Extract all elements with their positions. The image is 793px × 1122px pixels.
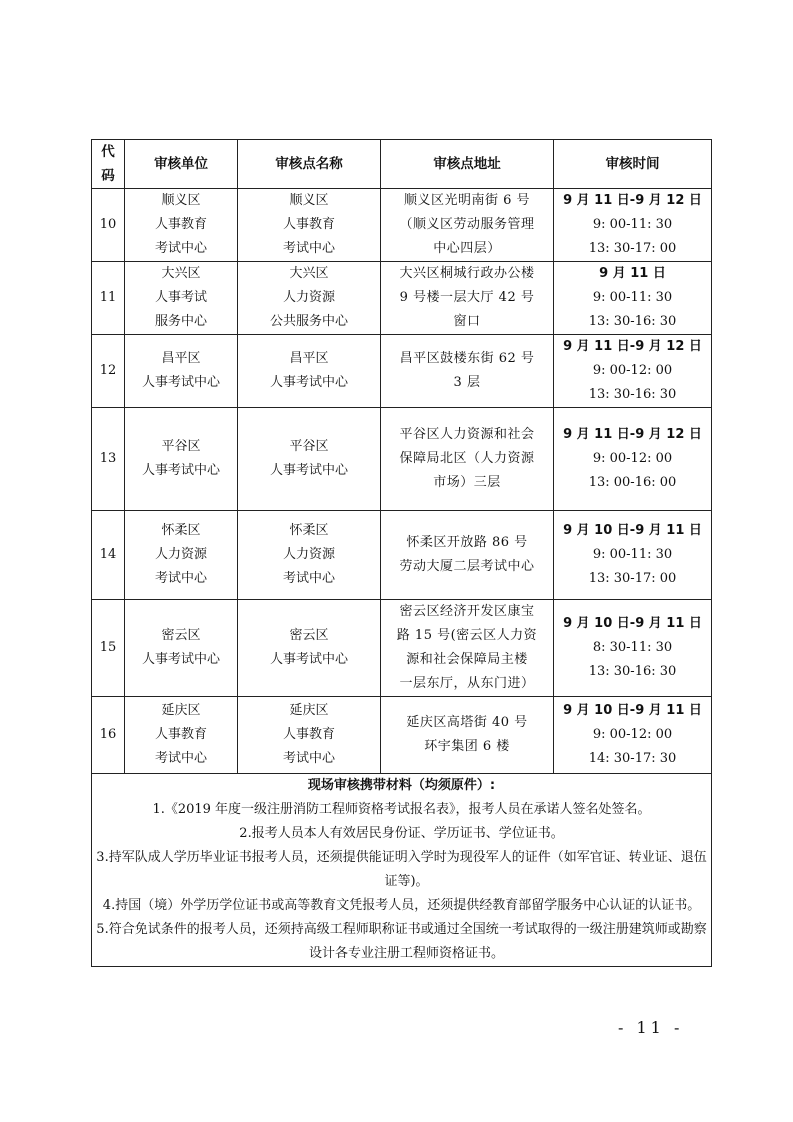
address-cell (381, 189, 554, 262)
address-cell-line: 3 层 (453, 375, 481, 390)
header-address: 审核点地址 (381, 140, 554, 189)
unit-cell-line: 怀柔区 (161, 523, 201, 538)
header-time: 审核时间 (554, 140, 712, 189)
site-name-cell-line: 人力资源 (282, 547, 335, 562)
unit-cell-line: 人事教育 (154, 217, 207, 232)
address-cell-line: 平谷区人力资源和社会 (399, 427, 535, 442)
address-cell-line: 延庆区高塔街 40 号 (406, 715, 528, 730)
site-name-cell (238, 262, 381, 335)
unit-cell-line: 密云区 (161, 628, 201, 643)
note-item: 5.符合免试条件的报考人员，还须持高级工程师职称证书或通过全国统一考试取得的一级注册建筑师或勘察设计各专业注册工程师资格证书。 (96, 922, 707, 961)
time-cell-line: 8: 30-11: 30 (592, 640, 673, 655)
address-cell (381, 697, 554, 774)
time-cell (554, 335, 712, 408)
unit-cell-line: 考试中心 (154, 241, 207, 256)
page-number: - 11 - (618, 1018, 684, 1037)
unit-cell-line: 人事考试中心 (141, 375, 220, 390)
site-name-cell-line: 昌平区 (289, 351, 329, 366)
site-name-cell-line: 考试中心 (282, 241, 335, 256)
address-cell (381, 511, 554, 600)
site-name-cell-line: 延庆区 (289, 703, 329, 718)
site-name-cell (238, 408, 381, 511)
code-cell: 12 (92, 335, 125, 408)
unit-cell-line: 大兴区 (161, 266, 201, 281)
unit-cell-line: 人事考试中心 (141, 463, 220, 478)
code-cell: 10 (92, 189, 125, 262)
unit-cell (125, 262, 238, 335)
notes-row (92, 774, 712, 967)
code-cell: 15 (92, 600, 125, 697)
site-name-cell-line: 人事考试中心 (269, 652, 348, 667)
site-name-cell-line: 密云区 (289, 628, 329, 643)
site-name-cell-line: 大兴区 (289, 266, 329, 281)
unit-cell-line: 顺义区 (161, 193, 201, 208)
notes-title: 现场审核携带材料（均须原件）: (307, 778, 496, 793)
address-cell-line: 一层东厅，从东门进） (399, 676, 535, 691)
time-cell-line: 13: 30-17: 00 (588, 241, 677, 256)
address-cell-line: 昌平区鼓楼东街 62 号 (399, 351, 535, 366)
address-cell-line: 环宇集团 6 楼 (424, 739, 510, 754)
unit-cell-line: 人力资源 (154, 547, 207, 562)
header-site-name: 审核点名称 (238, 140, 381, 189)
time-cell-line: 9 月 10 日-9 月 11 日 (563, 523, 702, 538)
unit-cell-line: 昌平区 (161, 351, 201, 366)
time-cell (554, 408, 712, 511)
note-item: 1.《2019 年度一级注册消防工程师资格考试报名表》，报考人员在承诺人签名处签名。 (152, 802, 651, 817)
address-cell-line: 密云区经济开发区康宝 (399, 604, 535, 619)
time-cell (554, 189, 712, 262)
address-cell-line: （顺义区劳动服务管理 (399, 217, 535, 232)
address-cell-line: 9 号楼一层大厅 42 号 (399, 290, 535, 305)
time-cell-line: 9 月 11 日 (599, 266, 666, 281)
note-item: 2.报考人员本人有效居民身份证、学历证书、学位证书。 (239, 826, 564, 841)
address-cell (381, 335, 554, 408)
code-cell: 16 (92, 697, 125, 774)
site-name-cell-line: 人事教育 (282, 727, 335, 742)
address-cell-line: 路 15 号(密云区人力资 (396, 628, 538, 643)
table-row (92, 189, 712, 262)
site-name-cell (238, 511, 381, 600)
site-name-cell (238, 697, 381, 774)
unit-cell-line: 考试中心 (154, 571, 207, 586)
address-cell (381, 600, 554, 697)
time-cell-line: 9 月 11 日-9 月 12 日 (563, 427, 702, 442)
site-name-cell-line: 考试中心 (282, 751, 335, 766)
code-cell: 11 (92, 262, 125, 335)
unit-cell-line: 人事教育 (154, 727, 207, 742)
table-row (92, 600, 712, 697)
address-cell-line: 大兴区桐城行政办公楼 (399, 266, 535, 281)
review-sites-table (91, 139, 712, 967)
address-cell-line: 劳动大厦二层考试中心 (399, 559, 535, 574)
notes-cell (92, 774, 712, 967)
address-cell-line: 源和社会保障局主楼 (406, 652, 528, 667)
code-cell: 14 (92, 511, 125, 600)
time-cell-line: 9 月 11 日-9 月 12 日 (563, 339, 702, 354)
address-cell (381, 408, 554, 511)
time-cell-line: 13: 30-16: 30 (588, 664, 677, 679)
time-cell (554, 262, 712, 335)
site-name-cell-line: 平谷区 (289, 439, 329, 454)
time-cell-line: 13: 30-17: 00 (588, 571, 677, 586)
time-cell-line: 9: 00-12: 00 (592, 727, 673, 742)
address-cell-line: 保障局北区（人力资源 (399, 451, 535, 466)
site-name-cell (238, 335, 381, 408)
time-cell-line: 14: 30-17: 30 (588, 751, 677, 766)
header-code: 代 码 (92, 140, 125, 189)
site-name-cell-line: 人事考试中心 (269, 375, 348, 390)
unit-cell (125, 697, 238, 774)
site-name-cell-line: 人事考试中心 (269, 463, 348, 478)
time-cell-line: 9 月 11 日-9 月 12 日 (563, 193, 702, 208)
time-cell-line: 9: 00-12: 00 (592, 451, 673, 466)
site-name-cell (238, 600, 381, 697)
table-row (92, 262, 712, 335)
address-cell-line: 窗口 (453, 314, 481, 329)
site-name-cell-line: 公共服务中心 (269, 314, 348, 329)
code-cell: 13 (92, 408, 125, 511)
address-cell-line: 市场）三层 (433, 475, 501, 490)
site-name-cell-line: 考试中心 (282, 571, 335, 586)
address-cell-line: 怀柔区开放路 86 号 (406, 535, 528, 550)
unit-cell (125, 189, 238, 262)
unit-cell-line: 人事考试中心 (141, 652, 220, 667)
time-cell-line: 13: 30-16: 30 (588, 387, 677, 402)
site-name-cell-line: 顺义区 (289, 193, 329, 208)
site-name-cell-line: 怀柔区 (289, 523, 329, 538)
unit-cell-line: 延庆区 (161, 703, 201, 718)
time-cell-line: 9 月 10 日-9 月 11 日 (563, 616, 702, 631)
table-header-row (92, 140, 712, 189)
time-cell (554, 600, 712, 697)
table-row (92, 335, 712, 408)
unit-cell (125, 511, 238, 600)
time-cell-line: 9: 00-11: 30 (592, 547, 673, 562)
unit-cell-line: 平谷区 (161, 439, 201, 454)
unit-cell-line: 服务中心 (154, 314, 207, 329)
time-cell-line: 9: 00-11: 30 (592, 290, 673, 305)
time-cell-line: 9 月 10 日-9 月 11 日 (563, 703, 702, 718)
unit-cell (125, 335, 238, 408)
address-cell-line: 中心四层） (433, 241, 501, 256)
time-cell-line: 13: 00-16: 00 (588, 475, 677, 490)
table-row (92, 408, 712, 511)
time-cell-line: 9: 00-11: 30 (592, 217, 673, 232)
address-cell (381, 262, 554, 335)
unit-cell-line: 人事考试 (154, 290, 207, 305)
unit-cell (125, 408, 238, 511)
table-row (92, 697, 712, 774)
time-cell (554, 697, 712, 774)
unit-cell (125, 600, 238, 697)
site-name-cell-line: 人力资源 (282, 290, 335, 305)
header-unit: 审核单位 (125, 140, 238, 189)
address-cell-line: 顺义区光明南街 6 号 (403, 193, 531, 208)
time-cell (554, 511, 712, 600)
note-item: 3.持军队成人学历毕业证书报考人员，还须提供能证明入学时为现役军人的证件（如军官证、转业证、退伍证等)。 (96, 850, 707, 889)
site-name-cell-line: 人事教育 (282, 217, 335, 232)
time-cell-line: 13: 30-16: 30 (588, 314, 677, 329)
table-row (92, 511, 712, 600)
unit-cell-line: 考试中心 (154, 751, 207, 766)
note-item: 4.持国（境）外学历学位证书或高等教育文凭报考人员，还须提供经教育部留学服务中心认证的认证书。 (102, 898, 701, 913)
time-cell-line: 9: 00-12: 00 (592, 363, 673, 378)
site-name-cell (238, 189, 381, 262)
